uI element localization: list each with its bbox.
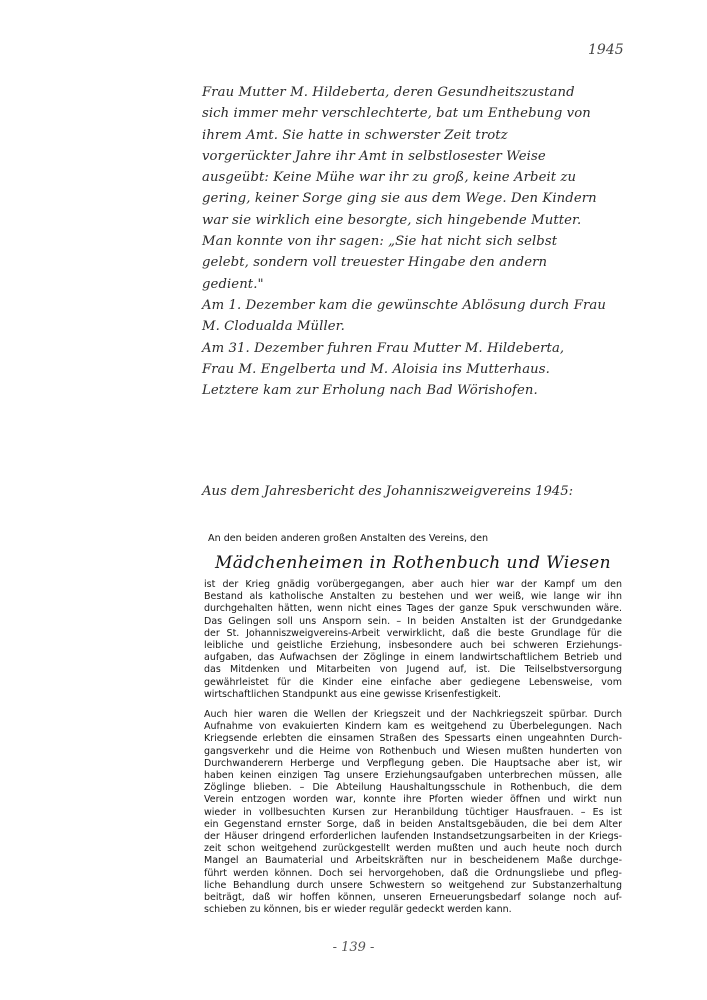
clipping-line: der St. Johanniszweigvereins-Arbeit verwirklicht, daß die beste Grundlage für die bbox=[204, 627, 622, 639]
clipping-line: schieben zu können, bis er wieder regulär gedeckt werden kann. bbox=[204, 904, 512, 916]
handwritten-heading: Aus dem Jahresbericht des Johanniszweigvereins 1945: bbox=[202, 484, 574, 499]
clipping-line: ist der Krieg gnädig vorübergegangen, aber auch hier war der Kampf um den bbox=[204, 579, 622, 590]
clipping-line: Das Gelingen soll uns Ansporn sein. – In beiden Anstalten ist der Grundgedanke bbox=[204, 615, 622, 627]
clipping-line: Durchwanderern Herberge und Verpflegung geben. Die Hauptsache aber ist, wir bbox=[204, 757, 622, 769]
clipping-line: ein Gegenstand ernster Sorge, daß in beiden Anstaltsgebäuden, die bei dem Alter bbox=[204, 818, 622, 830]
clipping-line: durchgehalten hätten, wenn nicht eines Tages der ganze Spuk verschwunden wäre. bbox=[204, 603, 622, 615]
clipping-line: aufgaben, das Aufwachsen der Zöglinge in einem landwirtschaftlichem Betrieb und bbox=[204, 652, 622, 664]
clipping-line: Auch hier waren die Wellen der Kriegszeit und der Nachkriegszeit spürbar. Durch bbox=[204, 709, 622, 721]
clipping-line: führt werden können. Doch sei hervorgehoben, daß die Ordnungsliebe und pfleg- bbox=[204, 867, 622, 879]
handwritten-line: Am 1. Dezember kam die gewünschte Ablösung durch Frau bbox=[202, 297, 606, 313]
clipping-line: gangsverkehr und die Heime von Rothenbuch und Wiesen mußten hunderten von bbox=[204, 745, 622, 757]
handwritten-line: Am 31. Dezember fuhren Frau Mutter M. Hildeberta, bbox=[202, 340, 565, 356]
clipping-line: Kriegsende erlebten die einsamen Straßen des Spessarts einen ungeahnten Durch- bbox=[204, 733, 622, 745]
handwritten-line: gedient." bbox=[202, 276, 264, 292]
clipping-line: gewährleistet für die Kinder eine einfache aber gediegene Lebensweise, vom bbox=[204, 676, 622, 688]
clipping-line: wieder in vollbesuchten Kursen zur Heranbildung tüchtiger Hausfrauen. – Es ist bbox=[204, 806, 622, 818]
clipping-line: Aufnahme von evakuierten Kindern kam es weitgehend zu Überbelegungen. Nach bbox=[204, 721, 622, 733]
clipping-line: Verein entzogen worden war, konnte ihre Pforten wieder öffnen und wirkt nun bbox=[204, 794, 622, 806]
handwritten-line: Man konnte von ihr sagen: „Sie hat nicht sich selbst bbox=[202, 234, 558, 250]
handwritten-line: ihrem Amt. Sie hatte in schwerster Zeit trotz bbox=[202, 127, 508, 143]
year-mark: 1945 bbox=[588, 42, 624, 58]
handwritten-line: Letztere kam zur Erholung nach Bad Wörishofen. bbox=[202, 383, 538, 399]
clipping-title: Mädchenheimen in Rothenbuch und Wiesen bbox=[215, 553, 611, 573]
handwritten-line: vorgerückter Jahre ihr Amt in selbstlosester Weise bbox=[202, 148, 546, 164]
clipping-line: liche Behandlung durch unsere Schwestern so weitgehend zur Substanzerhaltung bbox=[204, 879, 622, 891]
clipping-line: leibliche und geistliche Erziehung, insbesondere auch bei schweren Erziehungs- bbox=[204, 640, 622, 652]
printed-clipping bbox=[204, 532, 622, 916]
handwritten-line: war sie wirklich eine besorgte, sich hingebende Mutter. bbox=[202, 212, 582, 228]
handwritten-text bbox=[202, 82, 622, 401]
handwritten-line: Frau M. Engelberta und M. Aloisia ins Mutterhaus. bbox=[202, 361, 550, 377]
clipping-line: Bestand als katholische Anstalten zu bestehen und wer weiß, wie lange wir ihn bbox=[204, 591, 622, 603]
handwritten-line: gering, keiner Sorge ging sie aus dem Wege. Den Kindern bbox=[202, 191, 597, 207]
clipping-paragraph-2 bbox=[204, 709, 622, 916]
clipping-line: Zöglinge blieben. – Die Abteilung Haushaltungsschule in Rothenbuch, die dem bbox=[204, 782, 622, 794]
clipping-line: Mangel an Baumaterial und Arbeitskräften nur in bescheidenem Maße durchge- bbox=[204, 855, 622, 867]
handwritten-line: gelebt, sondern voll treuester Hingabe den andern bbox=[202, 255, 548, 271]
clipping-intro: An den beiden anderen großen Anstalten des Vereins, den bbox=[208, 533, 489, 544]
clipping-line: das Mitdenken und Mitarbeiten von Jugend auf, ist. Die Teilselbstversorgung bbox=[204, 664, 622, 676]
clipping-paragraph-1 bbox=[204, 579, 622, 701]
handwritten-line: sich immer mehr verschlechterte, bat um Enthebung von bbox=[202, 106, 591, 122]
page-number: - 139 - bbox=[332, 940, 375, 955]
clipping-line: der Häuser dringend erforderlichen laufenden Instandsetzungsarbeiten in der Kriegs- bbox=[204, 831, 622, 843]
clipping-line: haben keinen einzigen Tag unsere Erziehungsaufgaben unterbrechen müssen, alle bbox=[204, 770, 622, 782]
clipping-line: wirtschaftlichen Standpunkt aus eine gewisse Krisenfestigkeit. bbox=[204, 688, 502, 700]
handwritten-line: M. Clodualda Müller. bbox=[202, 319, 345, 335]
clipping-line: beiträgt, daß wir hoffen können, unseren Erneuerungsbedarf solange noch auf- bbox=[204, 892, 622, 904]
clipping-line: zeit schon weitgehend zurückgestellt werden mußten und auch heute noch durch bbox=[204, 843, 622, 855]
handwritten-line: ausgeübt: Keine Mühe war ihr zu groß, keine Arbeit zu bbox=[202, 170, 577, 186]
handwritten-line: Frau Mutter M. Hildeberta, deren Gesundheitszustand bbox=[202, 85, 575, 100]
